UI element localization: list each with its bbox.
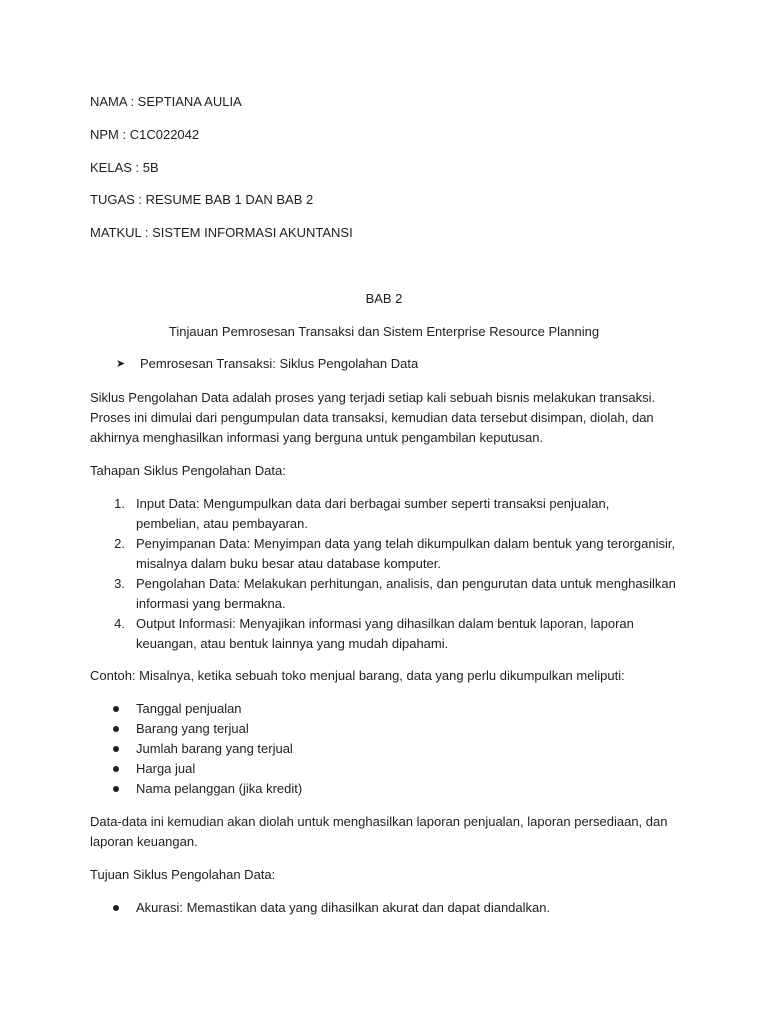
chapter-label: BAB 2 — [365, 291, 403, 306]
example-item: Jumlah barang yang terjual — [136, 741, 293, 756]
intro-paragraph: Siklus Pengolahan Data adalah proses yang terjadi setiap kali sebuah bisnis melakukan transaksi. Proses ini dimulai dari pengumpulan data transaksi, kemudian data tersebut disimpan, diolah, dan akhirnya menghasilkan informasi yang berguna untuk pengambilan keputusan. — [90, 390, 656, 445]
section-heading: Pemrosesan Transaksi: Siklus Pengolahan Data — [140, 356, 419, 371]
stage-item: Pengolahan Data: Melakukan perhitungan, analisis, dan pengurutan data untuk menghasilkan informasi yang bermakna. — [136, 576, 676, 611]
student-class: KELAS : 5B — [90, 160, 159, 175]
example-item: Harga jual — [136, 761, 196, 776]
goal-item: Akurasi: Memastikan data yang dihasilkan akurat dan dapat diandalkan. — [136, 900, 551, 915]
stage-item: Penyimpanan Data: Menyimpan data yang telah dikumpulkan dalam bentuk yang terorganisir, misalnya dalam buku besar atau database komputer. — [136, 536, 676, 571]
student-name: NAMA : SEPTIANA AULIA — [90, 94, 242, 109]
course-name: MATKUL : SISTEM INFORMASI AKUNTANSI — [90, 225, 353, 240]
bullet-icon — [113, 726, 119, 732]
bullet-icon — [113, 786, 119, 792]
student-npm: NPM : C1C022042 — [90, 127, 200, 142]
example-item: Nama pelanggan (jika kredit) — [136, 781, 303, 796]
example-intro: Contoh: Misalnya, ketika sebuah toko menjual barang, data yang perlu dikumpulkan meliputi: — [90, 668, 625, 683]
bullet-icon — [113, 706, 119, 712]
stage-number: 2. — [114, 536, 125, 551]
stage-item: Input Data: Mengumpulkan data dari berbagai sumber seperti transaksi penjualan, pembelian, atau pembayaran. — [136, 496, 610, 531]
stage-number: 1. — [114, 496, 125, 511]
example-item: Tanggal penjualan — [136, 701, 242, 716]
bullet-icon — [113, 905, 119, 911]
chapter-title: Tinjauan Pemrosesan Transaksi dan Sistem Enterprise Resource Planning — [168, 324, 600, 339]
stage-number: 3. — [114, 576, 125, 591]
assignment-title: TUGAS : RESUME BAB 1 DAN BAB 2 — [90, 192, 314, 207]
bullet-icon — [113, 766, 119, 772]
example-item: Barang yang terjual — [136, 721, 249, 736]
arrow-bullet-icon: ➤ — [116, 358, 126, 370]
stages-heading: Tahapan Siklus Pengolahan Data: — [90, 463, 286, 478]
goals-heading: Tujuan Siklus Pengolahan Data: — [90, 867, 276, 882]
stage-number: 4. — [114, 616, 125, 631]
bullet-icon — [113, 746, 119, 752]
example-outro-paragraph: Data-data ini kemudian akan diolah untuk menghasilkan laporan penjualan, laporan persediaan, dan laporan keuangan. — [90, 814, 668, 849]
stage-item: Output Informasi: Menyajikan informasi yang dihasilkan dalam bentuk laporan, laporan keuangan, atau bentuk lainnya yang mudah dipahami. — [136, 616, 634, 651]
